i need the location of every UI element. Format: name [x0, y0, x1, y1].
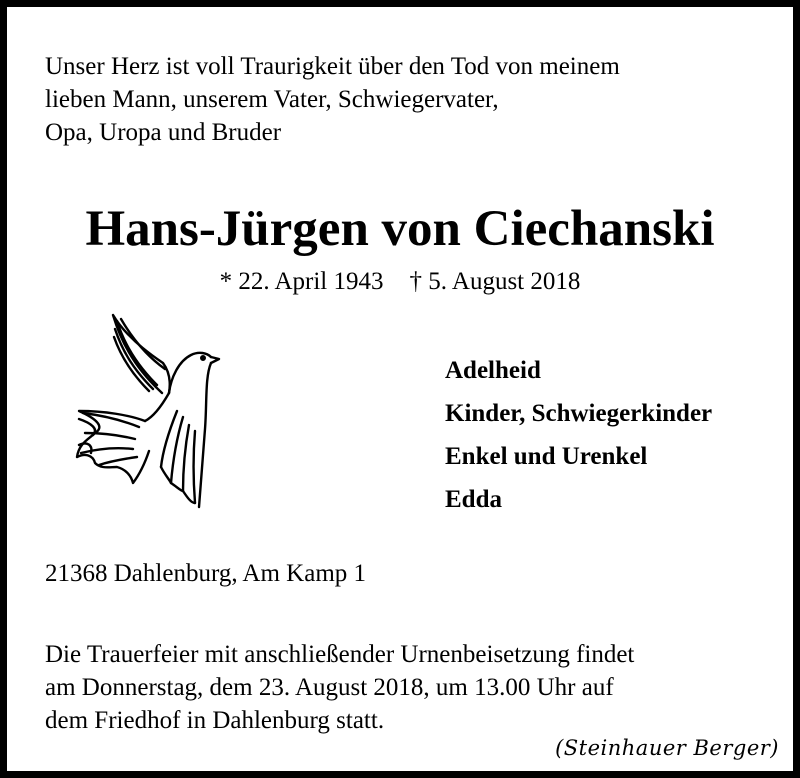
birth-date: * 22. April 1943 [219, 268, 384, 295]
stonemason-signature: (Steinhauer Berger) [555, 736, 779, 760]
intro-line: lieben Mann, unserem Vater, Schwiegervater, [45, 86, 499, 113]
service-line: Die Trauerfeier mit anschließender Urnenbeisetzung findet [45, 641, 635, 668]
intro-text [45, 50, 765, 149]
service-line: am Donnerstag, dem 23. August 2018, um 13.00 Uhr auf [45, 674, 614, 701]
mourner-name: Adelheid [445, 357, 541, 384]
funeral-service-text [45, 638, 765, 737]
life-dates [7, 266, 793, 298]
intro-line: Unser Herz ist voll Traurigkeit über den Tod von meinem [45, 53, 620, 80]
death-date: † 5. August 2018 [409, 268, 581, 295]
mourners-list [445, 349, 785, 521]
service-line: dem Friedhof in Dahlenburg statt. [45, 707, 385, 734]
mourner-name: Kinder, Schwiegerkinder [445, 400, 713, 427]
intro-line: Opa, Uropa und Bruder [45, 119, 282, 146]
deceased-name: Hans-Jürgen von Ciechanski [85, 201, 715, 257]
mourner-name: Edda [445, 486, 502, 513]
mourner-name: Enkel und Urenkel [445, 443, 648, 470]
dove-icon [65, 307, 225, 513]
address: 21368 Dahlenburg, Am Kamp 1 [45, 560, 367, 587]
